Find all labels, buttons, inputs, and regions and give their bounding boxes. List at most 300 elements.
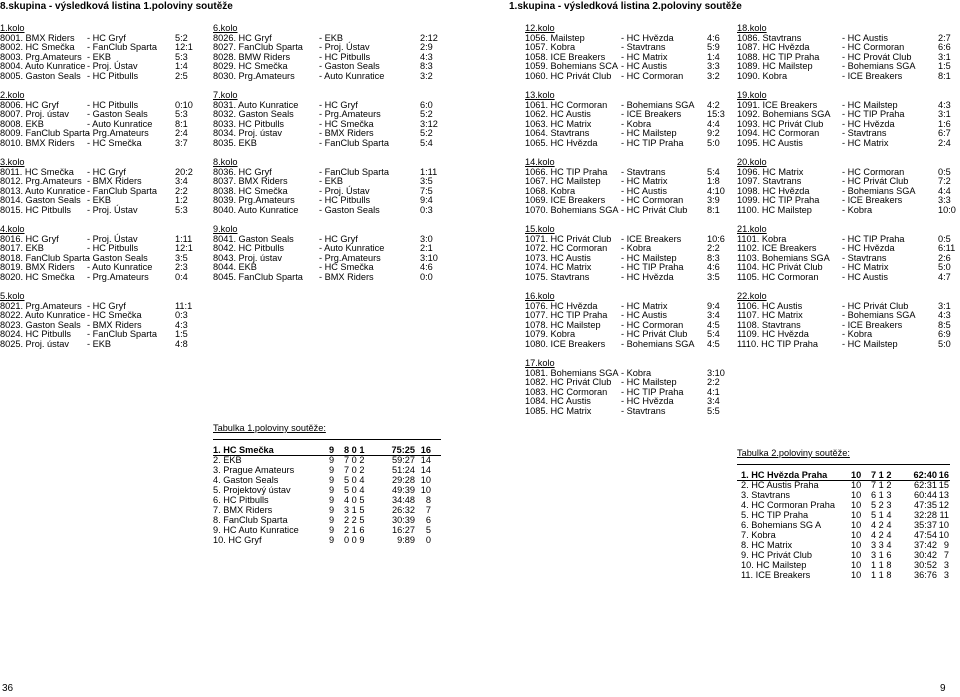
team-name: 10. HC Mailstep	[741, 560, 807, 570]
match-away-team: - HC Hvězda	[621, 32, 674, 43]
match-away-team: - HC Pitbulls	[319, 195, 371, 205]
round-label: 14.kolo	[525, 157, 555, 167]
match-score: 5:0	[938, 262, 951, 272]
team-name: 2. EKB	[213, 455, 242, 465]
match-score: 4:1	[707, 386, 720, 397]
match-score: 10:0	[938, 204, 956, 215]
match-score: 8:1	[175, 118, 188, 129]
match-away-team: - Proj. Ústav	[87, 233, 138, 244]
goal-score: 37:42	[914, 540, 937, 550]
match-home-team: 8042. HC Pitbulls	[213, 243, 284, 253]
match-away-team: - Prg.Amateurs	[87, 128, 149, 138]
team-name: 8. HC Matrix	[741, 540, 793, 550]
match-home-team: 1095. HC Austis	[737, 137, 803, 148]
match-home-team: 8024. HC Pitbulls	[0, 329, 71, 339]
match-score: 9:2	[707, 128, 720, 138]
points: 5	[425, 525, 431, 535]
table-header-rule	[737, 480, 950, 481]
match-away-team: - Gaston Seals	[87, 252, 148, 263]
team-name: 5. HC TIP Praha	[741, 510, 809, 520]
match-away-team: - HC Gryf	[319, 233, 358, 244]
match-score: 1:6	[938, 118, 951, 129]
match-away-team: - HC Mailstep	[842, 338, 898, 349]
goal-score: 51:24	[392, 465, 415, 475]
match-score: 3:5	[175, 252, 188, 263]
match-score: 12:1	[175, 243, 193, 253]
points: 15	[938, 480, 949, 490]
match-home-team: 8033. HC Pitbulls	[213, 118, 284, 129]
round-label: 16.kolo	[525, 291, 555, 301]
points: 7	[425, 505, 431, 515]
standings-row	[213, 505, 443, 515]
points: 7	[943, 550, 949, 560]
round-section	[525, 225, 725, 282]
match-home-team: 1078. HC Mailstep	[525, 319, 601, 330]
match-home-team: 8016. HC Gryf	[0, 233, 59, 244]
match-home-team: 8029. HC Smečka	[213, 61, 288, 71]
right-page-title: 1.skupina - výsledková listina 2.poloviny soutěže	[509, 1, 742, 12]
match-away-team: - Auto Kunratice	[319, 243, 385, 253]
match-home-team: 1080. ICE Breakers	[525, 338, 606, 349]
match-home-team: 1063. HC Matrix	[525, 118, 592, 129]
match-away-team: - Bohemians SGA	[842, 61, 916, 71]
win-draw-loss: 7 0 2	[344, 455, 365, 465]
points: 16	[420, 445, 431, 455]
right-rounds-column-1	[525, 24, 725, 426]
match-score: 5:2	[420, 109, 433, 119]
round-section	[0, 292, 200, 349]
match-score: 5:5	[707, 405, 720, 416]
match-home-team: 1064. Stavtrans	[525, 128, 590, 138]
match-score: 5:3	[175, 51, 188, 62]
match-score: 4:6	[420, 262, 433, 272]
round-section	[213, 158, 443, 215]
match-score: 4:6	[707, 262, 720, 272]
goal-score: 47:35	[914, 500, 937, 510]
standings-row	[737, 480, 952, 490]
match-score: 6:9	[938, 329, 951, 339]
match-home-team: 1073. HC Austis	[525, 252, 591, 263]
match-score: 1:4	[175, 61, 188, 71]
match-row	[0, 340, 200, 350]
match-score: 4:3	[175, 319, 188, 330]
match-away-team: - Kobra	[621, 367, 652, 378]
match-score: 4:3	[938, 310, 951, 320]
round-section	[525, 158, 725, 215]
match-away-team: - Stavtrans	[842, 252, 887, 263]
goal-score: 34:48	[392, 495, 415, 505]
win-draw-loss: 3 1 6	[871, 550, 892, 560]
match-score: 0:5	[938, 166, 951, 177]
win-draw-loss: 7 0 2	[344, 465, 365, 475]
match-home-team: 8011. HC Smečka	[0, 166, 74, 177]
match-home-team: 1105. HC Cormoran	[737, 271, 819, 282]
match-away-team: - FanClub Sparta	[319, 137, 389, 148]
games-played: 10	[851, 500, 862, 510]
match-home-team: 1110. HC TIP Praha	[737, 338, 819, 349]
match-home-team: 8041. Gaston Seals	[213, 233, 294, 244]
match-home-team: 8009. FanClub Sparta	[0, 128, 90, 138]
match-away-team: - HC Austis	[621, 61, 667, 71]
win-draw-loss: 1 1 8	[871, 560, 892, 570]
team-name: 4. Gaston Seals	[213, 475, 279, 485]
points: 10	[938, 520, 949, 530]
match-home-team: 1091. ICE Breakers	[737, 99, 818, 110]
match-row	[213, 206, 443, 216]
goal-score: 75:25	[391, 445, 415, 455]
match-score: 1:5	[175, 329, 188, 339]
match-score: 2:3	[175, 262, 188, 272]
match-score: 2:4	[938, 137, 951, 148]
match-away-team: - HC Matrix	[842, 262, 889, 272]
match-score: 5:2	[420, 128, 433, 138]
games-played: 10	[851, 540, 862, 550]
match-score: 2:9	[420, 42, 433, 52]
match-away-team: - HC Austis	[842, 271, 888, 282]
match-away-team: - Gaston Seals	[319, 204, 380, 215]
match-away-team: - HC Gryf	[87, 32, 126, 43]
match-home-team: 1089. HC Mailstep	[737, 61, 813, 71]
match-away-team: - Gaston Seals	[319, 61, 380, 71]
round-section	[737, 90, 951, 148]
points: 14	[420, 455, 431, 465]
match-home-team: 1056. Mailstep	[525, 32, 585, 43]
match-home-team: 8006. HC Gryf	[0, 99, 59, 110]
games-played: 9	[329, 455, 335, 465]
points: 0	[425, 535, 431, 545]
match-score: 5:4	[707, 166, 720, 177]
match-score: 2:12	[420, 32, 438, 43]
match-home-team: 8026. HC Gryf	[213, 32, 272, 43]
games-played: 10	[851, 550, 862, 560]
round-label: 1.kolo	[0, 23, 25, 33]
match-score: 6:7	[938, 128, 951, 138]
match-score: 1:4	[707, 51, 720, 62]
round-label: 17.kolo	[525, 358, 555, 368]
match-away-team: - HC Austis	[621, 310, 667, 320]
match-score: 5:9	[707, 42, 720, 52]
match-away-team: - Auto Kunratice	[87, 118, 153, 129]
match-score: 1:8	[707, 176, 720, 186]
round-section	[213, 91, 443, 148]
match-score: 8:3	[420, 61, 433, 71]
standings-row	[213, 525, 443, 535]
match-home-team: 1098. HC Hvězda	[737, 185, 810, 196]
match-home-team: 1085. HC Matrix	[525, 405, 592, 416]
match-home-team: 1060. HC Privát Club	[525, 70, 612, 81]
standings-row	[737, 500, 952, 510]
round-section	[525, 292, 725, 349]
match-away-team: - HC Smečka	[319, 118, 374, 129]
match-away-team: - HC Smečka	[87, 137, 142, 148]
match-home-team: 1099. HC TIP Praha	[737, 195, 820, 205]
standings-row	[737, 530, 952, 540]
match-away-team: - Proj. Ústav	[319, 42, 370, 52]
match-home-team: 1092. Bohemians SGA	[737, 109, 831, 119]
goal-score: 29:28	[392, 475, 415, 485]
match-away-team: - HC TIP Praha	[621, 262, 684, 272]
standings-row	[737, 470, 952, 480]
match-away-team: - Bohemians SGA	[621, 338, 695, 349]
match-away-team: - Prg.Amateurs	[319, 109, 381, 119]
round-section	[0, 158, 200, 215]
match-score: 6:11	[938, 243, 956, 253]
match-score: 6:6	[938, 42, 951, 52]
match-score: 0:3	[420, 204, 433, 215]
match-away-team: - HC Cormoran	[621, 319, 684, 330]
win-draw-loss: 0 0 9	[344, 535, 365, 545]
match-away-team: - HC Gryf	[87, 300, 126, 311]
match-home-team: 8012. Prg.Amateurs	[0, 176, 82, 186]
points: 10	[420, 485, 431, 495]
round-section	[0, 91, 200, 148]
round-label: 22.kolo	[737, 291, 767, 301]
match-home-team: 8044. EKB	[213, 262, 257, 272]
win-draw-loss: 2 2 5	[344, 515, 365, 525]
standings-row	[737, 550, 952, 560]
match-row	[737, 137, 951, 149]
standings-row	[213, 475, 443, 485]
match-home-team: 1081. Bohemians SGA	[525, 367, 619, 378]
match-score: 0:0	[420, 271, 433, 282]
match-score: 8:3	[707, 252, 720, 263]
team-name: 9. HC Privát Club	[741, 550, 812, 560]
match-away-team: - BMX Riders	[319, 271, 374, 282]
match-home-team: 8001. BMX Riders	[0, 32, 75, 43]
match-score: 3:2	[707, 70, 720, 81]
team-name: 1. HC Hvězda Praha	[741, 470, 828, 480]
match-away-team: - HC Mailstep	[621, 128, 677, 138]
goal-score: 36:76	[914, 570, 937, 580]
match-score: 2:2	[707, 243, 720, 253]
round-label: 5.kolo	[0, 291, 25, 301]
games-played: 9	[329, 525, 335, 535]
win-draw-loss: 8 0 1	[344, 445, 365, 455]
match-home-team: 1061. HC Cormoran	[525, 99, 608, 110]
match-home-team: 8038. HC Smečka	[213, 185, 288, 196]
games-played: 9	[329, 535, 335, 545]
match-score: 2:7	[938, 32, 951, 43]
match-home-team: 1079. Kobra	[525, 329, 576, 339]
goal-score: 9:89	[397, 535, 415, 545]
match-home-team: 1070. Bohemians SGA	[525, 204, 619, 215]
points: 3	[943, 570, 949, 580]
match-score: 3:4	[707, 310, 720, 320]
match-home-team: 1104. HC Privát Club	[737, 262, 823, 272]
match-away-team: - EKB	[87, 338, 111, 349]
win-draw-loss: 4 2 4	[871, 520, 892, 530]
points: 16	[938, 470, 949, 480]
match-away-team: - HC TIP Praha	[842, 233, 905, 244]
match-score: 0:3	[175, 310, 188, 320]
round-label: 2.kolo	[0, 90, 25, 100]
team-name: 9. HC Auto Kunratice	[213, 525, 299, 535]
match-row	[213, 273, 443, 283]
match-away-team: - BMX Riders	[319, 128, 374, 138]
team-name: 3. Stavtrans	[741, 490, 791, 500]
match-row	[525, 407, 725, 417]
match-home-team: 1097. Stavtrans	[737, 176, 802, 186]
match-away-team: - HC Smečka	[87, 310, 142, 320]
match-away-team: - EKB	[319, 176, 343, 186]
match-score: 3:2	[420, 70, 433, 81]
match-away-team: - HC TIP Praha	[621, 137, 684, 148]
standings-row	[213, 455, 443, 465]
standings-row	[737, 540, 952, 550]
match-score: 4:3	[420, 51, 433, 62]
match-home-team: 8023. Gaston Seals	[0, 319, 81, 330]
match-home-team: 1057. Kobra	[525, 42, 576, 52]
standings-row	[737, 570, 952, 580]
points: 11	[939, 510, 949, 520]
match-score: 5:0	[938, 338, 951, 349]
goal-score: 30:39	[392, 515, 415, 525]
match-row	[737, 338, 951, 350]
games-played: 10	[851, 480, 862, 490]
round-label: 18.kolo	[737, 23, 767, 33]
round-section	[737, 224, 956, 282]
match-row	[0, 273, 200, 283]
match-score: 4:2	[707, 99, 720, 110]
match-row	[0, 72, 200, 82]
match-score: 0:5	[938, 233, 951, 244]
match-away-team: - HC Privát Club	[842, 300, 909, 311]
win-draw-loss: 3 3 4	[871, 540, 892, 550]
standings-row	[213, 495, 443, 505]
points: 14	[420, 465, 431, 475]
match-away-team: - Kobra	[842, 204, 873, 215]
games-played: 9	[329, 445, 335, 455]
match-home-team: 8002. HC Smečka	[0, 42, 75, 52]
goal-score: 30:42	[914, 550, 937, 560]
match-home-team: 8015. HC Pitbulls	[0, 204, 71, 215]
win-draw-loss: 5 0 4	[344, 485, 365, 495]
match-home-team: 1069. ICE Breakers	[525, 195, 606, 205]
round-label: 7.kolo	[213, 90, 238, 100]
games-played: 10	[851, 470, 862, 480]
match-score: 3:5	[420, 176, 433, 186]
points: 13	[938, 490, 949, 500]
match-away-team: - ICE Breakers	[842, 70, 903, 81]
match-away-team: - HC Cormoran	[621, 70, 684, 81]
match-score: 0:4	[175, 271, 188, 282]
team-name: 6. Bohemians SG A	[741, 520, 822, 530]
match-away-team: - EKB	[87, 195, 111, 205]
right-standings-table	[737, 448, 952, 580]
team-name: 3. Prague Amateurs	[213, 465, 295, 475]
left-rounds-column-1	[0, 24, 200, 359]
win-draw-loss: 1 1 8	[871, 570, 892, 580]
match-away-team: - HC Matrix	[621, 300, 668, 311]
match-home-team: 1082. HC Privát Club	[525, 377, 612, 387]
standings-row	[213, 445, 443, 455]
match-away-team: - ICE Breakers	[621, 109, 682, 119]
match-away-team: - HC Pitbulls	[87, 70, 139, 81]
match-home-team: 1093. HC Privát Club	[737, 118, 824, 129]
match-home-team: 1067. HC Mailstep	[525, 176, 601, 186]
win-draw-loss: 5 1 4	[871, 510, 892, 520]
match-away-team: - ICE Breakers	[621, 233, 682, 244]
match-away-team: - HC Matrix	[621, 176, 668, 186]
match-away-team: - ICE Breakers	[842, 195, 903, 205]
match-row	[0, 206, 200, 216]
match-away-team: - HC Gryf	[319, 99, 358, 110]
match-home-team: 1106. HC Austis	[737, 300, 803, 311]
match-away-team: - Auto Kunratice	[87, 262, 153, 272]
match-away-team: - HC Cormoran	[842, 42, 905, 52]
goal-score: 59:27	[392, 455, 415, 465]
match-away-team: - HC Hvězda	[621, 396, 674, 406]
match-home-team: 1076. HC Hvězda	[525, 300, 598, 311]
match-away-team: - HC Cormoran	[621, 195, 684, 205]
match-home-team: 1094. HC Cormoran	[737, 128, 820, 138]
match-away-team: - BMX Riders	[87, 319, 142, 330]
match-home-team: 8028. BMW Riders	[213, 51, 291, 62]
match-score: 4:7	[938, 271, 951, 282]
match-away-team: - HC TIP Praha	[621, 386, 684, 397]
match-score: 4:5	[707, 338, 720, 349]
games-played: 10	[851, 530, 862, 540]
match-score: 2:2	[175, 185, 188, 196]
match-score: 1:11	[420, 166, 438, 177]
goal-score: 30:52	[914, 560, 937, 570]
match-score: 4:4	[707, 118, 720, 129]
match-score: 6:0	[420, 99, 433, 110]
games-played: 10	[851, 570, 862, 580]
page-number-right: 9	[940, 683, 946, 694]
match-score: 3:1	[938, 300, 951, 311]
left-standings-table	[213, 423, 443, 545]
match-home-team: 8034. Proj. ústav	[213, 128, 282, 138]
match-away-team: - Kobra	[842, 329, 873, 339]
match-home-team: 8005. Gaston Seals	[0, 70, 81, 81]
round-label: 13.kolo	[525, 90, 555, 100]
match-home-team: 1109. HC Hvězda	[737, 329, 809, 339]
match-home-team: 1062. HC Austis	[525, 109, 591, 119]
match-home-team: 8004. Auto Kunratice	[0, 61, 86, 71]
match-away-team: - ICE Breakers	[842, 319, 903, 330]
match-away-team: - Proj. Ústav	[319, 185, 370, 196]
points: 8	[425, 495, 431, 505]
round-section	[737, 157, 956, 215]
round-label: 19.kolo	[737, 90, 767, 100]
match-home-team: 8031. Auto Kunratice	[213, 99, 299, 110]
match-home-team: 1077. HC TIP Praha	[525, 310, 608, 320]
team-name: 7. Kobra	[741, 530, 776, 540]
match-home-team: 1084. HC Austis	[525, 396, 591, 406]
match-score: 2:1	[420, 243, 433, 253]
points: 12	[938, 500, 949, 510]
match-away-team: - FanClub Sparta	[87, 185, 157, 196]
match-away-team: - FanClub Sparta	[87, 42, 157, 52]
points: 10	[420, 475, 431, 485]
match-away-team: - HC Gryf	[87, 166, 126, 177]
match-away-team: - HC Provát Club	[842, 51, 912, 62]
standings-row	[213, 515, 443, 525]
points: 6	[425, 515, 431, 525]
goal-score: 62:40	[913, 470, 937, 480]
match-away-team: - HC Privát Club	[842, 176, 909, 186]
match-row	[737, 204, 956, 216]
match-score: 3:0	[420, 233, 433, 244]
round-section	[525, 91, 725, 148]
match-score: 2:5	[175, 70, 188, 81]
match-away-team: - Bohemians SGA	[621, 99, 695, 110]
goal-score: 47:54	[914, 530, 937, 540]
match-home-team: 1107. HC Matrix	[737, 310, 803, 320]
match-home-team: 1075. Stavtrans	[525, 271, 590, 282]
match-score: 3:3	[938, 195, 951, 205]
